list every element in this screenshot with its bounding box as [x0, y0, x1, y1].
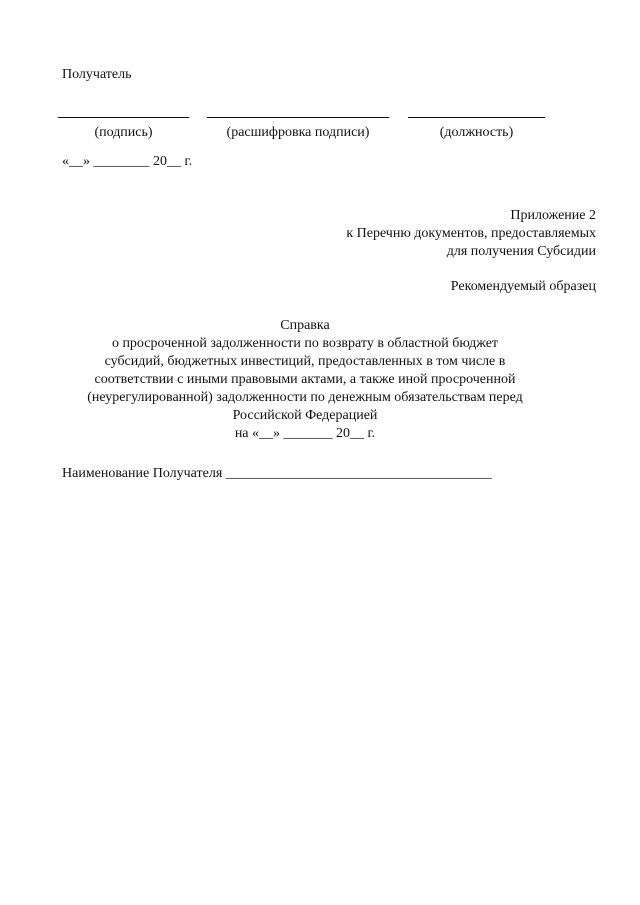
certificate-subtitle-line: Российской Федерацией — [232, 408, 378, 423]
appendix-line: к Перечню документов, предоставляемых — [346, 226, 596, 241]
sample-label: Рекомендуемый образец — [450, 279, 596, 294]
signature-decryption-line — [207, 117, 389, 118]
certificate-title: Справка — [280, 318, 330, 333]
signature-caption: (подпись) — [94, 125, 153, 140]
certificate-title-block — [0, 317, 610, 443]
appendix-block — [346, 207, 596, 261]
signature-date-line: «__» ________ 20__ г. — [62, 154, 193, 169]
position-line — [408, 117, 545, 118]
recipient-name-line: Наименование Получателя ______________________________________ — [62, 466, 492, 481]
signature-decryption-caption: (расшифровка подписи) — [226, 125, 370, 140]
certificate-subtitle-line: о просроченной задолженности по возврату в областной бюджет — [111, 336, 499, 351]
position-caption: (должность) — [439, 125, 514, 140]
signature-line — [58, 117, 189, 118]
recipient-label: Получатель — [62, 67, 132, 82]
appendix-line: для получения Субсидии — [446, 244, 596, 259]
certificate-subtitle-line: соответствии с иными правовыми актами, а также иной просроченной — [94, 372, 516, 387]
appendix-line: Приложение 2 — [510, 208, 596, 223]
certificate-subtitle-line: (неурегулированной) задолженности по денежным обязательствам перед — [87, 390, 523, 405]
certificate-date-line: на «__» _______ 20__ г. — [234, 426, 376, 441]
certificate-subtitle-line: субсидий, бюджетных инвестиций, предоставленных в том числе в — [104, 354, 506, 369]
